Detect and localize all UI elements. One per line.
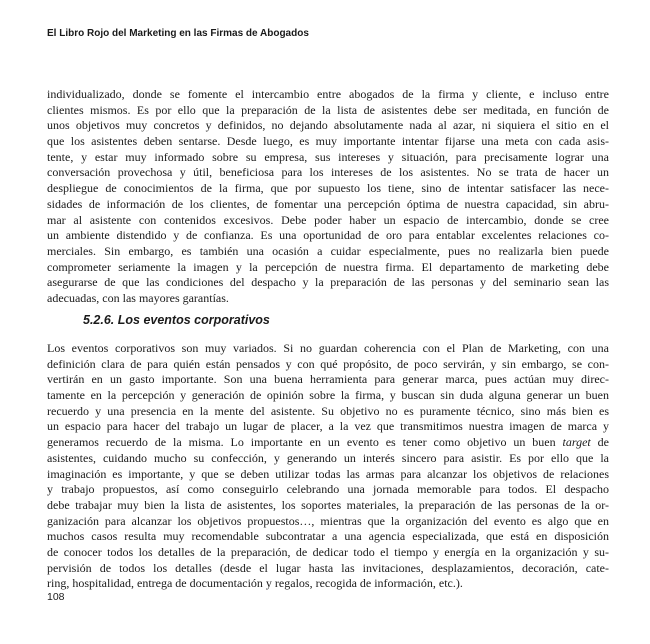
text-line: y trabajo propuestos, así como conseguirlo celebrando una jornada memorable para todos. El despacho — [47, 482, 609, 497]
text-line-with-italic — [47, 435, 609, 451]
text-line: Los eventos corporativos son muy variados. Si no guardan coherencia con el Plan de Marketing, con una — [47, 341, 609, 355]
text-line: vertirán en un gasto importante. Son una buena herramienta para generar marca, pues actúan muy direc- — [47, 372, 609, 387]
section-heading: 5.2.6. Los eventos corporativos — [83, 313, 270, 327]
text-line: mar al asistente con contenidos excesivos. Debe poder haber un espacio de intercambio, donde se cree — [47, 212, 609, 227]
text-line: que los asistentes deben sentarse. Desde luego, es muy importante intentar fijarse una meta con cada asis- — [47, 134, 609, 149]
paragraph-seminar-attendees — [47, 87, 609, 307]
page-number: 108 — [47, 591, 65, 603]
paragraph-corporate-events — [47, 341, 609, 592]
text-line: debe trabajar muy bien la lista de asistentes, los soportes materiales, la preparación de las personas de la or- — [47, 497, 609, 512]
running-header: El Libro Rojo del Marketing en las Firmas de Abogados — [47, 28, 309, 39]
text-line: imaginación es importante, y que se deben utilizar todas las armas para alcanzar los objetivos de relaciones — [47, 466, 609, 481]
text-line: comprometer seriamente la imagen y la percepción de nuestra firma. El departamento de marketing debe — [47, 259, 609, 274]
text-line: adecuadas, con las mayores garantías. — [47, 290, 229, 305]
text-line: un ambiente distendido y de confianza. Es una oportunidad de oro para entablar excelentes relaciones co- — [47, 228, 609, 243]
text-line: recuerdo y una presencia en la mente del asistente. Su objetivo no es puramente técnico, sino más bien es — [47, 403, 609, 418]
text-line: asegurarse de que las condiciones del despacho y la preparación de las personas y del seminario sean las — [47, 275, 609, 290]
text-line: un espacio para hacer del trabajo un lugar de placer, a la vez que transmitimos nuestra imagen de marca y — [47, 419, 609, 434]
text-line: merciales. Sin embargo, es también una ocasión a cuidar especialmente, pues no realizarla bien puede — [47, 243, 609, 258]
text-segment: generamos recuerdo de la misma. Lo importante en un evento es tener como objetivo un buen — [47, 435, 556, 450]
text-line: unos objetivos muy concretos y definidos, no dejando absolutamente nada al azar, ni siquiera el sitio en el — [47, 118, 609, 133]
text-line: conversación provechosa y útil, beneficiosa para los intereses de los asistentes. No se trata de hacer un — [47, 165, 609, 180]
text-line: clientes mismos. Es por ello que la preparación de la lista de asistentes debe ser meditada, en función de — [47, 102, 609, 117]
text-line: asistentes, cuidando mucho su confección, y generando un interés sincero para asistir. Es por ello que la — [47, 450, 609, 465]
text-line: definición clara de para quién están pensados y con qué propósito, de poco servirán, y sin embargo, se con- — [47, 356, 609, 371]
text-line: ganización para alcanzar los objetivos propuestos…, mientras que la organización del evento es algo que en — [47, 513, 609, 528]
text-line: de conocer todos los detalles de la preparación, de dedicar todo el tiempo y energía en la organización y su- — [47, 544, 609, 559]
text-line: tamente en la percepción y generación de opinión sobre la firma, y buscan sin duda alguna generar un buen — [47, 388, 609, 403]
text-line: tente, y estar muy informado sobre su empresa, sus intereses y situación, para precisamente lograr una — [47, 149, 609, 164]
text-line: sidades de información de los clientes, de fomentar una percepción óptima de nuestra capacidad, sin abru- — [47, 196, 609, 211]
text-segment: de — [590, 435, 609, 450]
text-line: muchos casos resulta muy recomendable subcontratar a una agencia especializada, que está en disposición — [47, 529, 609, 544]
text-line: individualizado, donde se fomente el intercambio entre abogados de la firma y cliente, e incluso entre — [47, 87, 609, 101]
text-line: ring, hospitalidad, entrega de documentación y regalos, recogida de información, etc.). — [47, 576, 463, 591]
italic-term: target — [562, 435, 591, 450]
text-line: despliegue de conocimientos de la firma, que por supuesto los tiene, sino de intentar satisfacer las nece- — [47, 181, 609, 196]
text-line: pervisión de todos los detalles (desde el lugar hasta las invitaciones, desplazamientos, decoración, cate- — [47, 560, 609, 575]
